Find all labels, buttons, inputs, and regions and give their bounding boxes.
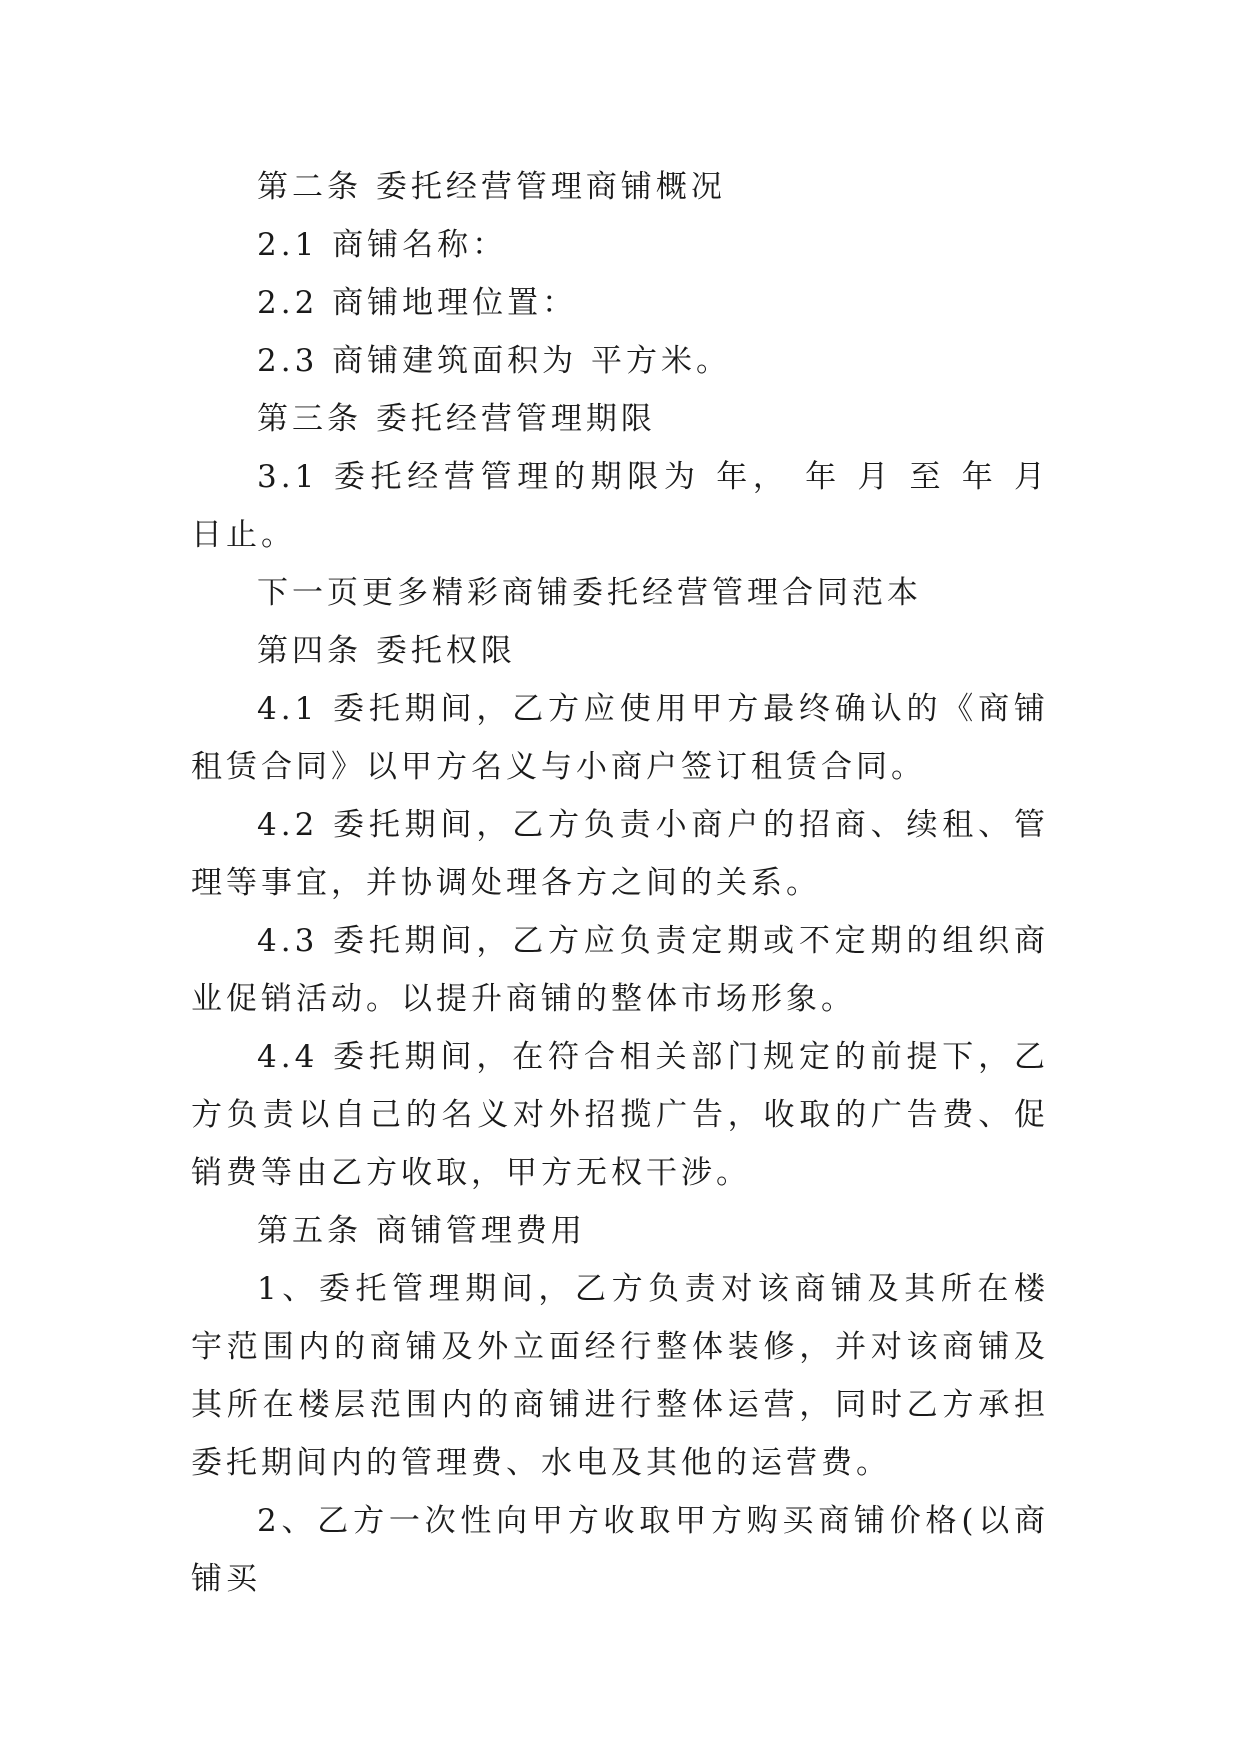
clause-5-2: 2、乙方一次性向甲方收取甲方购买商铺价格(以商铺买 (191, 1503, 1049, 1597)
clause-5-1: 1、委托管理期间，乙方负责对该商铺及其所在楼宇范围内的商铺及外立面经行整体装修，并对该商铺及其所在楼层范围内的商铺进行整体运营，同时乙方承担委托期间内的管理费、水电及其他的运营费。 (191, 1271, 1049, 1481)
article-4-heading: 第四条 委托权限 (257, 633, 516, 669)
clause-2-3: 2.3 商铺建筑面积为 平方米。 (257, 343, 732, 379)
document-body (191, 158, 1049, 1608)
article-3-heading: 第三条 委托经营管理期限 (257, 401, 656, 437)
clause-4-3: 4.3 委托期间，乙方应负责定期或不定期的组织商业促销活动。以提升商铺的整体市场形象。 (191, 923, 1049, 1017)
clause-4-1: 4.1 委托期间，乙方应使用甲方最终确认的《商铺租赁合同》以甲方名义与小商户签订租赁合同。 (191, 691, 1049, 785)
article-5-heading: 第五条 商铺管理费用 (257, 1213, 586, 1249)
clause-3-1: 3.1 委托经营管理的期限为 年， 年 月 至 年 月 日止。 (191, 459, 1049, 553)
article-2-heading: 第二条 委托经营管理商铺概况 (257, 169, 726, 205)
clause-4-2: 4.2 委托期间，乙方负责小商户的招商、续租、管理等事宜，并协调处理各方之间的关系。 (191, 807, 1049, 901)
clause-4-4: 4.4 委托期间，在符合相关部门规定的前提下，乙方负责以自己的名义对外招揽广告，收取的广告费、促销费等由乙方收取，甲方无权干涉。 (191, 1039, 1049, 1191)
clause-2-1: 2.1 商铺名称： (257, 227, 508, 263)
next-page-note: 下一页更多精彩商铺委托经营管理合同范本 (257, 575, 922, 611)
clause-2-2: 2.2 商铺地理位置： (257, 285, 578, 321)
